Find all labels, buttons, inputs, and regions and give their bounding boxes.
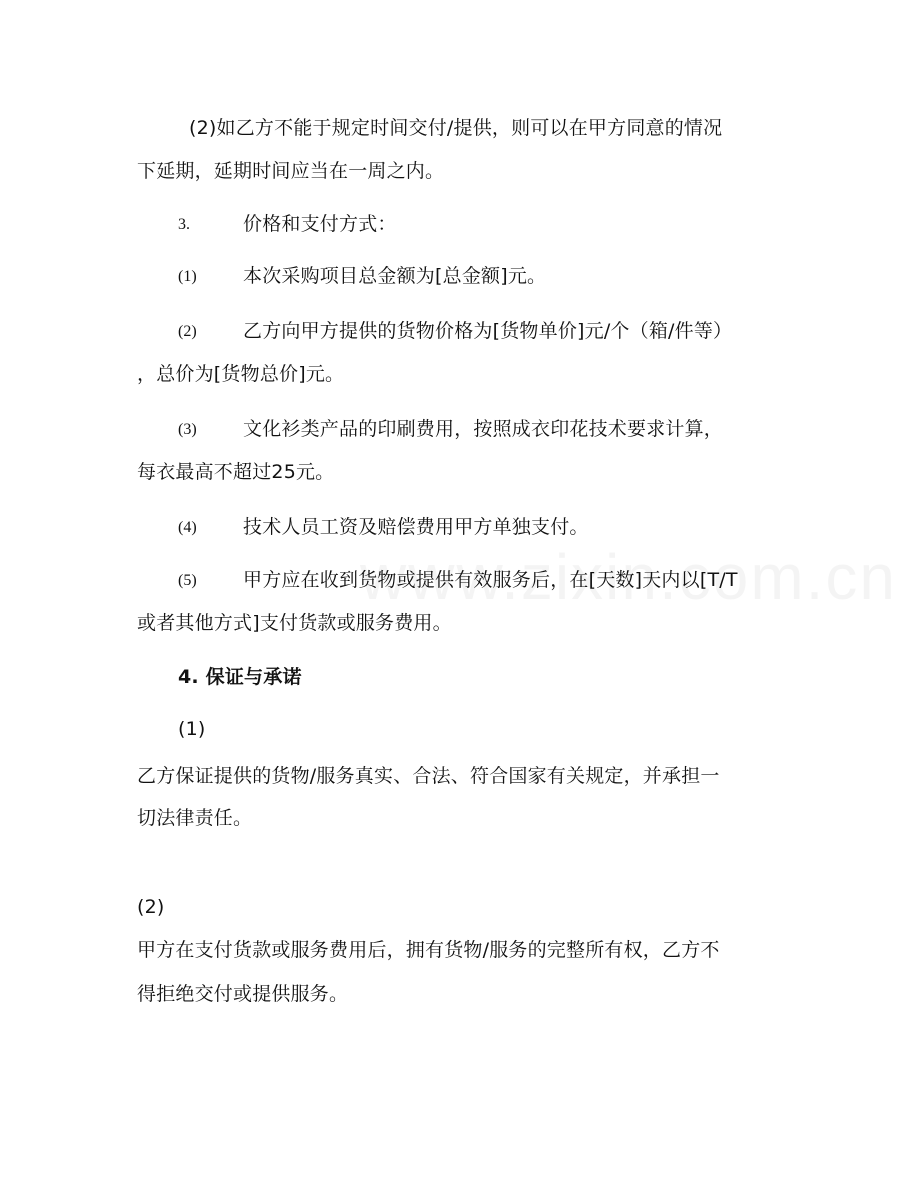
section-4-title: 4. 保证与承诺 [178,666,302,688]
guarantee-1-number: (1) [178,718,206,740]
item-3-number: (3) [178,421,197,438]
guarantee-2-line-2: 得拒绝交付或提供服务。 [137,983,349,1005]
guarantee-2-line-1: 甲方在支付货款或服务费用后，拥有货物/服务的完整所有权，乙方不 [137,939,720,961]
item-4-number: (4) [178,519,197,536]
item-2-continuation: ，总价为[货物总价]元。 [137,363,345,385]
section-3-number: 3. [178,216,190,233]
item-3-text: 文化衫类产品的印刷费用，按照成衣印花技术要求计算， [243,418,724,440]
item-5-text: 甲方应在收到货物或提供有效服务后，在[天数]天内以[T/T [243,569,738,591]
item-2-number: (2) [178,323,197,340]
item-4-text: 技术人员工资及赔偿费用甲方单独支付。 [243,516,589,538]
item-1-text: 本次采购项目总金额为[总金额]元。 [243,265,547,287]
paragraph-2-line-2: 下延期，延期时间应当在一周之内。 [137,160,445,182]
guarantee-1-line-1: 乙方保证提供的货物/服务真实、合法、符合国家有关规定，并承担一 [137,765,720,787]
item-5-continuation: 或者其他方式]支付货款或服务费用。 [137,612,452,634]
paragraph-2-line-1: (2)如乙方不能于规定时间交付/提供，则可以在甲方同意的情况 [189,117,723,139]
item-2-text: 乙方向甲方提供的货物价格为[货物单价]元/个（箱/件等） [243,320,733,342]
item-3-continuation: 每衣最高不超过25元。 [137,461,335,483]
guarantee-1-line-2: 切法律责任。 [137,807,253,829]
item-1-number: (1) [178,268,197,285]
guarantee-2-number: (2) [137,896,165,918]
item-5-number: (5) [178,572,197,589]
section-3-title: 价格和支付方式： [243,213,397,235]
